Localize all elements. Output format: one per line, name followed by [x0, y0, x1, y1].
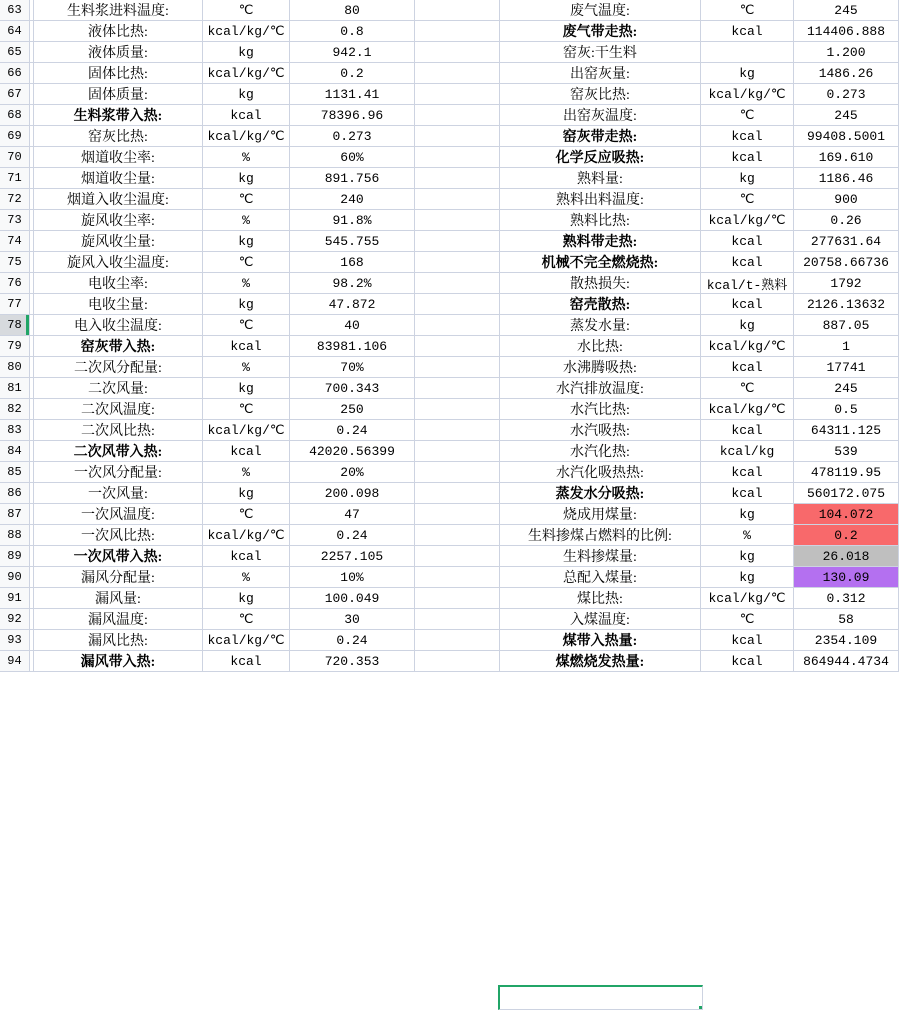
cell-value[interactable]: 2126.13632	[794, 294, 899, 315]
row-header[interactable]: 80	[0, 357, 30, 378]
cell-label[interactable]: 烟道收尘率:	[34, 147, 203, 168]
cell-label[interactable]: 电收尘量:	[34, 294, 203, 315]
row-header[interactable]: 90	[0, 567, 30, 588]
cell-label[interactable]: 废气带走热:	[500, 21, 701, 42]
cell-unit[interactable]: kg	[701, 315, 794, 336]
cell-label[interactable]: 一次风比热:	[34, 525, 203, 546]
cell[interactable]	[415, 420, 500, 441]
cell-label[interactable]: 生料掺煤占燃料的比例:	[500, 525, 701, 546]
cell-value[interactable]: 245	[794, 0, 899, 21]
cell-unit[interactable]: kcal/kg/℃	[701, 336, 794, 357]
cell-value[interactable]: 478119.95	[794, 462, 899, 483]
cell-value[interactable]: 47	[290, 504, 415, 525]
cell-label[interactable]: 固体质量:	[34, 84, 203, 105]
cell[interactable]	[415, 210, 500, 231]
cell-value[interactable]: 539	[794, 441, 899, 462]
cell-value[interactable]: 891.756	[290, 168, 415, 189]
cell-unit[interactable]: kcal/kg/℃	[701, 399, 794, 420]
cell-label[interactable]: 机械不完全燃烧热:	[500, 252, 701, 273]
cell[interactable]	[415, 546, 500, 567]
cell-unit[interactable]: kg	[203, 168, 290, 189]
cell[interactable]	[415, 21, 500, 42]
cell-value[interactable]: 91.8%	[290, 210, 415, 231]
cell-value[interactable]: 0.26	[794, 210, 899, 231]
cell-value[interactable]: 130.09	[794, 567, 899, 588]
cell-label[interactable]: 二次风量:	[34, 378, 203, 399]
cell-label[interactable]: 漏风比热:	[34, 630, 203, 651]
cell[interactable]	[415, 630, 500, 651]
row-header[interactable]: 92	[0, 609, 30, 630]
cell-label[interactable]: 烟道入收尘温度:	[34, 189, 203, 210]
cell-label[interactable]: 熟料出料温度:	[500, 189, 701, 210]
cell-unit[interactable]: kcal	[701, 126, 794, 147]
cell-value[interactable]: 0.24	[290, 630, 415, 651]
cell[interactable]	[415, 483, 500, 504]
row-header[interactable]: 89	[0, 546, 30, 567]
cell-unit[interactable]: kg	[203, 84, 290, 105]
cell-unit[interactable]: %	[203, 147, 290, 168]
cell-value[interactable]: 80	[290, 0, 415, 21]
cell-unit[interactable]: %	[203, 357, 290, 378]
cell-label[interactable]: 烧成用煤量:	[500, 504, 701, 525]
cell-label[interactable]: 窑灰比热:	[34, 126, 203, 147]
cell-label[interactable]: 固体比热:	[34, 63, 203, 84]
cell-value[interactable]: 277631.64	[794, 231, 899, 252]
cell[interactable]	[415, 0, 500, 21]
row-header[interactable]: 69	[0, 126, 30, 147]
cell-unit[interactable]: kcal/kg/℃	[203, 630, 290, 651]
row-header[interactable]: 67	[0, 84, 30, 105]
cell[interactable]	[415, 147, 500, 168]
cell-value[interactable]: 1131.41	[290, 84, 415, 105]
cell-label[interactable]: 煤比热:	[500, 588, 701, 609]
cell-value[interactable]: 560172.075	[794, 483, 899, 504]
cell-value[interactable]: 250	[290, 399, 415, 420]
cell[interactable]	[415, 609, 500, 630]
cell-value[interactable]: 47.872	[290, 294, 415, 315]
cell-unit[interactable]: kcal	[701, 231, 794, 252]
cell-label[interactable]: 漏风温度:	[34, 609, 203, 630]
row-header[interactable]: 84	[0, 441, 30, 462]
cell-unit[interactable]: kcal	[203, 441, 290, 462]
row-header[interactable]: 77	[0, 294, 30, 315]
cell[interactable]	[415, 357, 500, 378]
cell-label[interactable]: 生料浆带入热:	[34, 105, 203, 126]
cell-label[interactable]: 旋风收尘量:	[34, 231, 203, 252]
row-header[interactable]: 66	[0, 63, 30, 84]
cell-unit[interactable]: kg	[701, 63, 794, 84]
cell-unit[interactable]: %	[203, 273, 290, 294]
cell-value[interactable]: 0.5	[794, 399, 899, 420]
cell-unit[interactable]: kcal	[701, 294, 794, 315]
cell-unit[interactable]: kg	[203, 378, 290, 399]
row-header[interactable]: 74	[0, 231, 30, 252]
cell-label[interactable]: 窑灰比热:	[500, 84, 701, 105]
cell[interactable]	[415, 378, 500, 399]
cell-value[interactable]: 17741	[794, 357, 899, 378]
cell-value[interactable]: 20758.66736	[794, 252, 899, 273]
cell-unit[interactable]	[701, 42, 794, 63]
row-header[interactable]: 71	[0, 168, 30, 189]
cell-label[interactable]: 旋风入收尘温度:	[34, 252, 203, 273]
cell-unit[interactable]: kcal	[701, 651, 794, 672]
row-header[interactable]: 75	[0, 252, 30, 273]
cell-unit[interactable]: kg	[701, 168, 794, 189]
cell-value[interactable]: 10%	[290, 567, 415, 588]
row-header[interactable]: 63	[0, 0, 30, 21]
cell-unit[interactable]: ℃	[203, 0, 290, 21]
cell-value[interactable]: 1.200	[794, 42, 899, 63]
cell-value[interactable]: 720.353	[290, 651, 415, 672]
cell-unit[interactable]: ℃	[203, 504, 290, 525]
cell[interactable]	[415, 651, 500, 672]
row-header[interactable]: 76	[0, 273, 30, 294]
cell-label[interactable]: 漏风量:	[34, 588, 203, 609]
cell-label[interactable]: 散热损失:	[500, 273, 701, 294]
cell-unit[interactable]: kcal/kg/℃	[203, 21, 290, 42]
row-header[interactable]: 87	[0, 504, 30, 525]
cell-unit[interactable]: kcal	[701, 147, 794, 168]
cell-value[interactable]: 169.610	[794, 147, 899, 168]
row-header[interactable]: 73	[0, 210, 30, 231]
cell-label[interactable]: 烟道收尘量:	[34, 168, 203, 189]
cell-value[interactable]: 1792	[794, 273, 899, 294]
row-header[interactable]: 72	[0, 189, 30, 210]
row-header[interactable]: 83	[0, 420, 30, 441]
cell-label[interactable]: 窑灰:干生料	[500, 42, 701, 63]
row-header[interactable]: 78	[0, 315, 30, 336]
cell-value[interactable]: 98.2%	[290, 273, 415, 294]
cell[interactable]	[415, 105, 500, 126]
cell-value[interactable]: 245	[794, 105, 899, 126]
cell-label[interactable]: 水沸腾吸热:	[500, 357, 701, 378]
row-header[interactable]: 94	[0, 651, 30, 672]
cell-value[interactable]: 30	[290, 609, 415, 630]
cell[interactable]	[415, 189, 500, 210]
cell-value[interactable]: 83981.106	[290, 336, 415, 357]
cell-label[interactable]: 二次风比热:	[34, 420, 203, 441]
cell[interactable]	[415, 42, 500, 63]
cell[interactable]	[415, 168, 500, 189]
cell-unit[interactable]: kcal	[203, 546, 290, 567]
cell[interactable]	[415, 63, 500, 84]
cell-label[interactable]: 二次风分配量:	[34, 357, 203, 378]
cell-label[interactable]: 漏风带入热:	[34, 651, 203, 672]
cell[interactable]	[415, 462, 500, 483]
cell-unit[interactable]: kcal	[701, 252, 794, 273]
cell-label[interactable]: 水汽化热:	[500, 441, 701, 462]
cell-label[interactable]: 生料掺煤量:	[500, 546, 701, 567]
row-header[interactable]: 85	[0, 462, 30, 483]
row-header[interactable]: 91	[0, 588, 30, 609]
cell-label[interactable]: 水汽比热:	[500, 399, 701, 420]
cell-label[interactable]: 蒸发水分吸热:	[500, 483, 701, 504]
cell-unit[interactable]: kcal/t-熟料	[701, 273, 794, 294]
cell-unit[interactable]: %	[203, 567, 290, 588]
cell-label[interactable]: 二次风温度:	[34, 399, 203, 420]
cell-unit[interactable]: ℃	[203, 399, 290, 420]
cell[interactable]	[415, 126, 500, 147]
cell-value[interactable]: 864944.4734	[794, 651, 899, 672]
row-header[interactable]: 65	[0, 42, 30, 63]
cell-unit[interactable]: kg	[701, 546, 794, 567]
cell-label[interactable]: 入煤温度:	[500, 609, 701, 630]
cell-unit[interactable]: ℃	[701, 609, 794, 630]
cell-label[interactable]: 一次风量:	[34, 483, 203, 504]
cell-value[interactable]: 0.24	[290, 525, 415, 546]
cell[interactable]	[415, 336, 500, 357]
cell-unit[interactable]: kcal	[701, 420, 794, 441]
fill-handle[interactable]	[698, 1005, 703, 1010]
cell-label[interactable]: 蒸发水量:	[500, 315, 701, 336]
row-header[interactable]: 68	[0, 105, 30, 126]
cell-value[interactable]: 1	[794, 336, 899, 357]
selection-border	[498, 985, 703, 1010]
cell-label[interactable]: 液体质量:	[34, 42, 203, 63]
row-header[interactable]: 93	[0, 630, 30, 651]
cell-unit[interactable]: kcal	[701, 462, 794, 483]
cell-label[interactable]: 煤带入热量:	[500, 630, 701, 651]
cell-value[interactable]: 64311.125	[794, 420, 899, 441]
cell-unit[interactable]: kcal	[203, 336, 290, 357]
cell-value[interactable]: 2354.109	[794, 630, 899, 651]
cell-value[interactable]: 42020.56399	[290, 441, 415, 462]
cell-label[interactable]: 水汽吸热:	[500, 420, 701, 441]
cell-unit[interactable]: kg	[203, 42, 290, 63]
cell-unit[interactable]: kcal/kg/℃	[203, 525, 290, 546]
cell-value[interactable]: 887.05	[794, 315, 899, 336]
cell-value[interactable]: 200.098	[290, 483, 415, 504]
cell-value[interactable]: 168	[290, 252, 415, 273]
cell-label[interactable]: 水汽排放温度:	[500, 378, 701, 399]
cell-label[interactable]: 废气温度:	[500, 0, 701, 21]
cell-unit[interactable]: kcal	[701, 483, 794, 504]
row-header[interactable]: 86	[0, 483, 30, 504]
cell[interactable]	[415, 273, 500, 294]
cell-label[interactable]: 熟料量:	[500, 168, 701, 189]
cell-label[interactable]: 一次风温度:	[34, 504, 203, 525]
cell-unit[interactable]: kcal	[203, 651, 290, 672]
cell-value[interactable]: 114406.888	[794, 21, 899, 42]
cell-value[interactable]: 700.343	[290, 378, 415, 399]
cell-unit[interactable]: kcal	[701, 630, 794, 651]
cell-value[interactable]: 245	[794, 378, 899, 399]
cell-label[interactable]: 出窑灰量:	[500, 63, 701, 84]
cell[interactable]	[415, 441, 500, 462]
cell-label[interactable]: 水比热:	[500, 336, 701, 357]
cell-value[interactable]: 104.072	[794, 504, 899, 525]
cell-unit[interactable]: kcal	[701, 357, 794, 378]
cell-value[interactable]: 2257.105	[290, 546, 415, 567]
cell-label[interactable]: 旋风收尘率:	[34, 210, 203, 231]
cell-unit[interactable]: kcal/kg/℃	[203, 420, 290, 441]
cell-label[interactable]: 电入收尘温度:	[34, 315, 203, 336]
cell-value[interactable]: 545.755	[290, 231, 415, 252]
cell-value[interactable]: 20%	[290, 462, 415, 483]
cell-label[interactable]: 漏风分配量:	[34, 567, 203, 588]
row-header[interactable]: 79	[0, 336, 30, 357]
cell-unit[interactable]: kcal	[701, 21, 794, 42]
cell-value[interactable]: 942.1	[290, 42, 415, 63]
cell-unit[interactable]: ℃	[701, 378, 794, 399]
cell-label[interactable]: 窑壳散热:	[500, 294, 701, 315]
cell[interactable]	[415, 588, 500, 609]
row-header[interactable]: 70	[0, 147, 30, 168]
cell-label[interactable]: 液体比热:	[34, 21, 203, 42]
cell[interactable]	[415, 399, 500, 420]
cell-label[interactable]: 二次风带入热:	[34, 441, 203, 462]
cell-unit[interactable]: ℃	[203, 252, 290, 273]
cell-unit[interactable]: kg	[203, 231, 290, 252]
cell-unit[interactable]: kcal/kg	[701, 441, 794, 462]
cell-value[interactable]: 60%	[290, 147, 415, 168]
row-header[interactable]: 64	[0, 21, 30, 42]
cell-unit[interactable]: kg	[701, 567, 794, 588]
cell-unit[interactable]: kcal/kg/℃	[701, 588, 794, 609]
cell-label[interactable]: 生料浆进料温度:	[34, 0, 203, 21]
cell-value[interactable]: 0.2	[290, 63, 415, 84]
cell-label[interactable]: 出窑灰温度:	[500, 105, 701, 126]
cell[interactable]	[415, 231, 500, 252]
cell-label[interactable]: 一次风分配量:	[34, 462, 203, 483]
cell-label[interactable]: 水汽化吸热热:	[500, 462, 701, 483]
cell-value[interactable]: 0.273	[290, 126, 415, 147]
cell-value[interactable]: 0.24	[290, 420, 415, 441]
cell[interactable]	[415, 315, 500, 336]
cell-value[interactable]: 0.2	[794, 525, 899, 546]
cell-unit[interactable]: kcal/kg/℃	[701, 84, 794, 105]
cell-value[interactable]: 900	[794, 189, 899, 210]
cell-unit[interactable]: kg	[203, 294, 290, 315]
cell-label[interactable]: 窑灰带入热:	[34, 336, 203, 357]
cell-unit[interactable]: ℃	[203, 189, 290, 210]
cell-unit[interactable]: %	[203, 462, 290, 483]
cell-label[interactable]: 熟料带走热:	[500, 231, 701, 252]
cell-value[interactable]: 0.273	[794, 84, 899, 105]
cell-unit[interactable]: ℃	[701, 0, 794, 21]
cell-unit[interactable]: kcal/kg/℃	[203, 63, 290, 84]
row-header[interactable]: 82	[0, 399, 30, 420]
cell[interactable]	[415, 504, 500, 525]
cell-value[interactable]: 240	[290, 189, 415, 210]
cell-label[interactable]: 煤燃烧发热量:	[500, 651, 701, 672]
cell-value[interactable]: 1486.26	[794, 63, 899, 84]
cell-unit[interactable]: ℃	[701, 105, 794, 126]
cell-unit[interactable]: ℃	[203, 315, 290, 336]
cell-unit[interactable]: kg	[701, 504, 794, 525]
cell-value[interactable]: 26.018	[794, 546, 899, 567]
cell[interactable]	[415, 252, 500, 273]
cell-value[interactable]: 40	[290, 315, 415, 336]
cell-value[interactable]: 1186.46	[794, 168, 899, 189]
cell-unit[interactable]: kcal/kg/℃	[701, 210, 794, 231]
cell-value[interactable]: 99408.5001	[794, 126, 899, 147]
row-header[interactable]: 81	[0, 378, 30, 399]
cell-value[interactable]: 0.312	[794, 588, 899, 609]
cell-unit[interactable]: ℃	[203, 609, 290, 630]
cell-label[interactable]: 一次风带入热:	[34, 546, 203, 567]
cell-value[interactable]: 100.049	[290, 588, 415, 609]
cell-unit[interactable]: ℃	[701, 189, 794, 210]
row-header[interactable]: 88	[0, 525, 30, 546]
cell-value[interactable]: 78396.96	[290, 105, 415, 126]
cell-value[interactable]: 58	[794, 609, 899, 630]
cell-label[interactable]: 电收尘率:	[34, 273, 203, 294]
cell[interactable]	[415, 525, 500, 546]
cell[interactable]	[415, 294, 500, 315]
cell-unit[interactable]: kcal	[203, 105, 290, 126]
cell-value[interactable]: 70%	[290, 357, 415, 378]
cell-label[interactable]: 窑灰带走热:	[500, 126, 701, 147]
cell[interactable]	[415, 84, 500, 105]
cell-unit[interactable]: %	[203, 210, 290, 231]
cell-label[interactable]: 熟料比热:	[500, 210, 701, 231]
cell-unit[interactable]: kg	[203, 588, 290, 609]
cell-unit[interactable]: kg	[203, 483, 290, 504]
cell[interactable]	[415, 567, 500, 588]
cell-label[interactable]: 总配入煤量:	[500, 567, 701, 588]
cell-unit[interactable]: %	[701, 525, 794, 546]
cell-unit[interactable]: kcal/kg/℃	[203, 126, 290, 147]
cell-label[interactable]: 化学反应吸热:	[500, 147, 701, 168]
cell-value[interactable]: 0.8	[290, 21, 415, 42]
